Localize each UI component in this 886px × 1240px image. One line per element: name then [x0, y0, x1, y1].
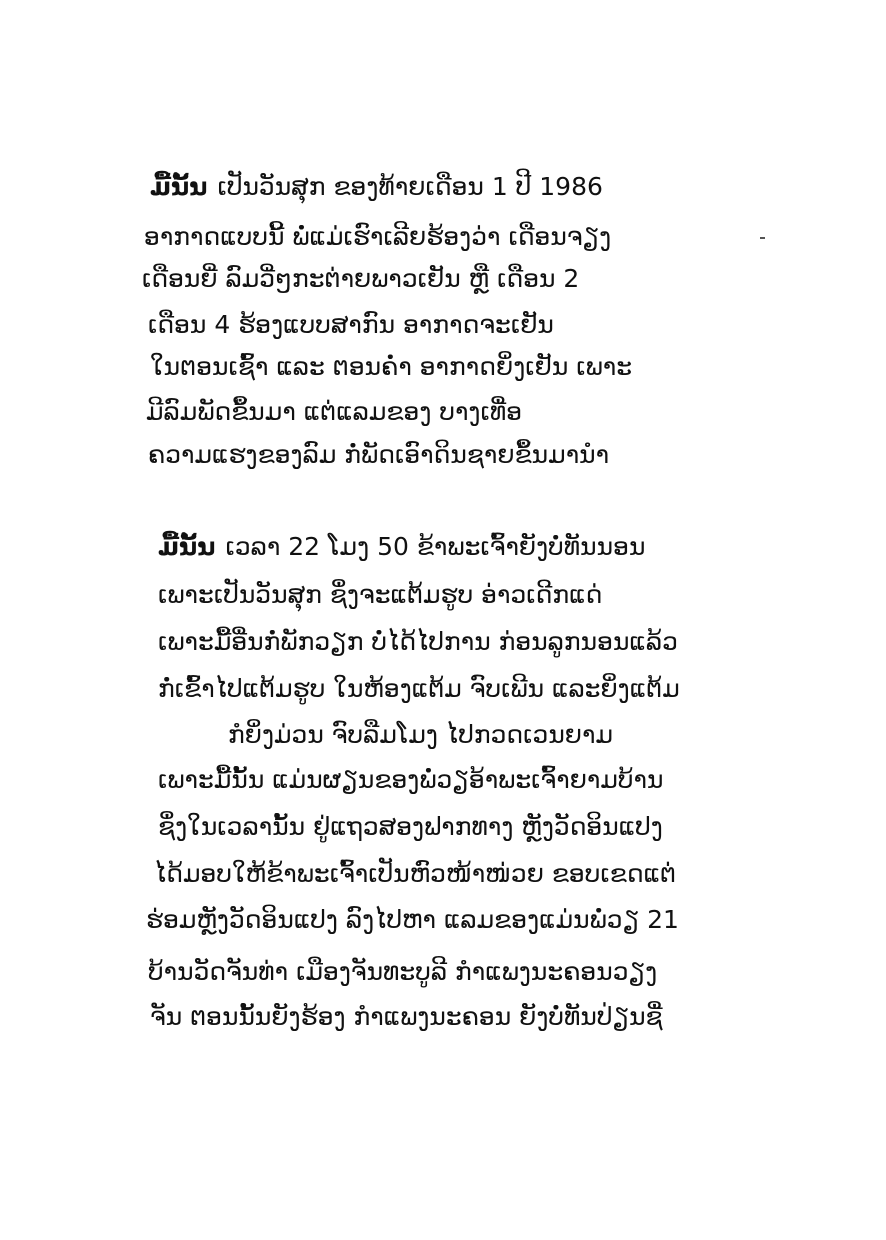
- paragraph-2-line-1: [158, 530, 645, 564]
- scan-speck: [760, 237, 765, 239]
- paragraph-1-line-4: ເດືອນ 4 ຮ້ອງແບບສາກົນ ອາກາດຈະເຢັນ: [148, 310, 554, 339]
- paragraph-2-lead: ມື້ນັ້ນ: [158, 532, 216, 561]
- paragraph-1-line-2: ອາກາດແບບນີ້ ພໍ່ແມ່ເຮົາເລີຍຮ້ອງວ່າ ເດືອນຈຽງ: [144, 222, 612, 251]
- paragraph-2-text: ເວລາ 22 ໂມງ 50 ຂ້າພະເຈົ້າຍັງບໍ່ທັນນອນ: [225, 532, 646, 561]
- paragraph-2-line-11: ຈັນ ຕອນນັ້ນຍັງຮ້ອງ ກຳແພງນະຄອນ ຍັງບໍ່ທັນປ່ຽນຊື່: [150, 1002, 663, 1031]
- paragraph-1-line-6: ມີລົມພັດຂຶ້ນມາ ແຕ່ແລມຂອງ ບາງເທື່ອ: [146, 397, 523, 426]
- paragraph-2-line-4: ກໍ່ເຂົ້າໄປແຕ້ມຮູບ ໃນຫ້ອງແຕ້ມ ຈົບເພີນ ແລະຍິ່ງແຕ້ມ: [158, 674, 680, 703]
- paragraph-2-line-9: ຮ່ອມຫຼັງວັດອິນແປງ ລົງໄປຫາ ແລມຂອງແມ່ນພໍ່ວຽ 21: [146, 905, 679, 934]
- paragraph-1-line-5: ໃນຕອນເຊົ້າ ແລະ ຕອນຄ່ຳ ອາກາດຍິ່ງເຢັນ ເພາະ: [150, 352, 633, 381]
- paragraph-1-text: ເປັນວັນສຸກ ຂອງທ້າຍເດືອນ 1 ປີ 1986: [217, 172, 603, 201]
- paragraph-2-line-10: ບ້ານວັດຈັນທ່າ ເມືອງຈັນທະບູລີ ກຳແພງນະຄອນວຽງ: [148, 957, 658, 986]
- paragraph-1-line-1: [150, 170, 603, 204]
- paragraph-2-line-7: ຊຶ່ງໃນເວລານັ້ນ ຢູ່ແຖວສອງຟາກທາງ ຫຼັງວັດອິນແປງ: [158, 812, 663, 841]
- paragraph-1-line-3: ເດືອນຍີ່ ລົມວີ່ໆກະຕ່າຍພາວເຢັນ ຫຼື ເດືອນ 2: [142, 264, 580, 293]
- paragraph-2-line-2: ເພາະເປັນວັນສຸກ ຊຶ່ງຈະແຕ້ມຮູບ ອ່າວເດີກແດ່: [158, 580, 603, 609]
- paragraph-2-line-3: ເພາະມື້ອື່ນກໍ່ພັກວຽກ ບໍ່ໄດ້ໄປການ ກ່ອນລູກນອນແລ້ວ: [158, 627, 678, 656]
- paragraph-2-line-5: ກໍຍິ່ງມ່ວນ ຈົບລືມໂມງ ໄປກວດເວນຍາມ: [228, 720, 613, 749]
- paragraph-1-line-7: ຄວາມແຮງຂອງລົມ ກໍ່ພັດເອົາດິນຊາຍຂຶ້ນມານຳ: [148, 440, 610, 469]
- paragraph-2-line-6: ເພາະມື້ນັ້ນ ແມ່ນຜຽນຂອງພໍ່ວຽອ້າພະເຈົ້າຍາມບ້ານ: [158, 765, 664, 794]
- paragraph-1-lead: ມື້ນັ້ນ: [150, 172, 208, 201]
- paragraph-2-line-8: ໄດ້ມອບໃຫ້ຂ້າພະເຈົ້າເປັນຫົວໜ້າໜ່ວຍ ຂອບເຂດແຕ່: [154, 859, 677, 888]
